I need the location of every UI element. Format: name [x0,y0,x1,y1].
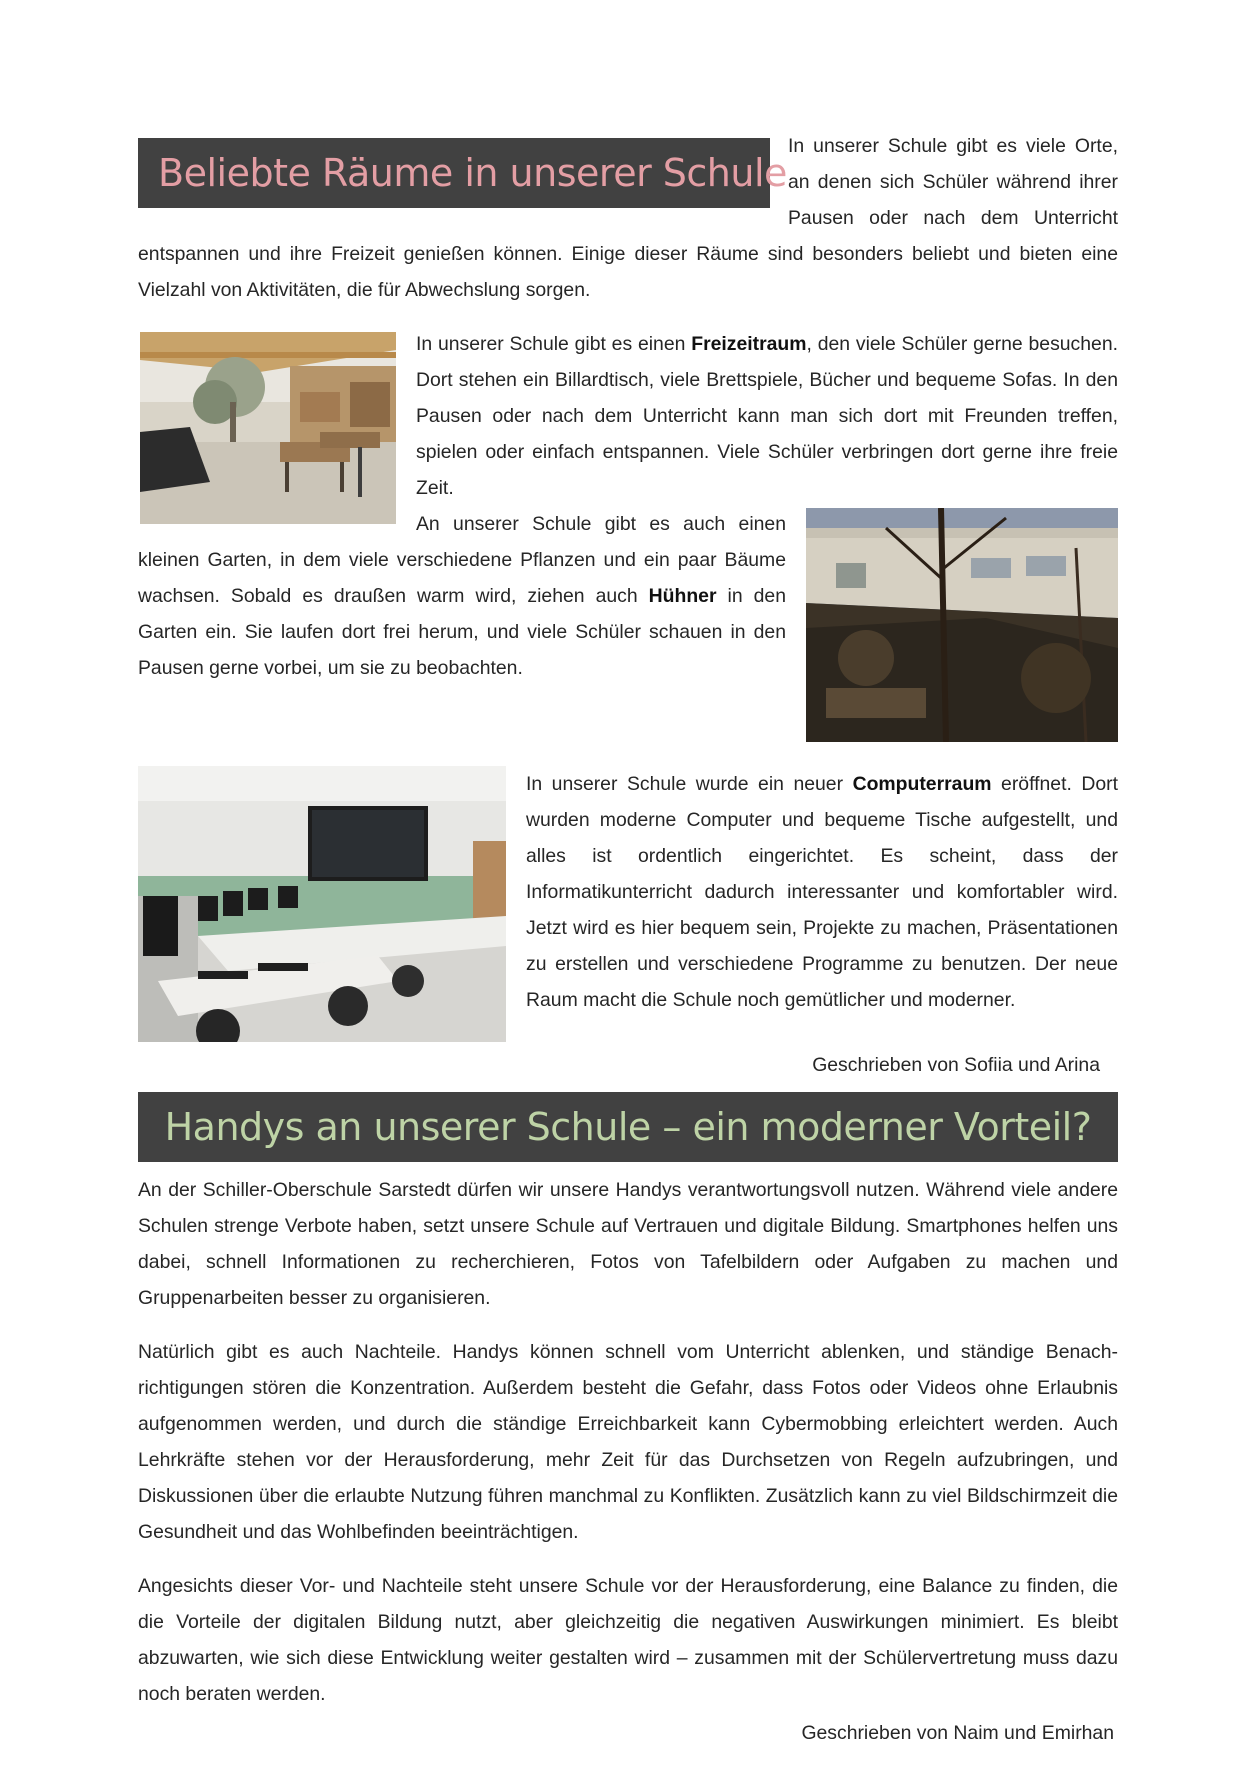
article1-title: Beliebte Räume in unserer Schule [158,151,787,195]
article2-title-banner [138,1092,1118,1162]
article1-byline: Geschrieben von Sofiia und Arina [812,1054,1100,1076]
garden-photo [806,508,1118,742]
page-content [138,128,1118,1748]
leisure-room-photo [140,332,396,524]
article2-paragraph-1: An der Schiller-Oberschule Sarstedt dürfen wir unsere Handys verantwortungsvoll nutzen. Während viele andere Schulen strenge Verbote haben, setzt unsere Schule auf Vertrauen und digitale Bildung. Smartphones helfen uns dabei, schnell Informationen zu recherchieren, Fotos von Tafelbildern oder Aufgaben zu machen und Gruppenarbeiten besser zu organisieren. [138,1179,1118,1309]
keyword-computerraum: Computerraum [852,773,992,795]
computer-room-photo [138,766,506,1042]
article1-intro: In unserer Schule gibt es viele Orte, an denen sich Schüler während ihrer Pausen oder nach dem Unterricht entspannen und ihre Freizeit genießen können. Einige dieser Räume sind besonders beliebt und bieten eine Vielzahl von Aktivitäten, die für Abwechslung sorgen. [138,135,1118,301]
article2-byline: Geschrieben von Naim und Emirhan [801,1722,1114,1744]
article2-paragraph-2: Natürlich gibt es auch Nachteile. Handys können schnell vom Unterricht ablenken, und ständige Benachrichtigungen stören die Konzentration. Außerdem besteht die Gefahr, dass Fotos oder Videos ohne Erlaubnis aufgenommen werden, und durch die ständige Erreichbarkeit kann Cybermobbing erleichtert werden. Auch Lehrkräfte stehen vor der Herausforderung, mehr Zeit für das Durchsetzen von Regeln aufzubringen, und Diskussionen über die erlaubte Nutzung führen manchmal zu Konflikten. Zusätzlich kann zu viel Bildschirmzeit die Gesundheit und das Wohlbefinden beeinträchtigen. [138,1341,1118,1543]
keyword-freizeitraum: Freizeitraum [691,333,807,355]
article1-paragraph-leisure-room: In unserer Schule gibt es einen Freizeitraum, den viele Schüler gerne besuchen. Dort stehen ein Billardtisch, viele Brettspiele, Bücher und bequeme Sofas. In den Pausen oder nach dem Unterricht kann man sich dort mit Freunden treffen, spielen oder einfach entspannen. Viele Schüler verbringen dort gerne ihre freie Zeit. [416,333,1118,499]
article1-title-banner [138,138,787,208]
article1-paragraph-garden: An unserer Schule gibt es auch einen kleinen Garten, in dem viele verschiedene Pflanzen und ein paar Bäume wachsen. Sobald es draußen warm wird, ziehen auch Hühner in den Garten ein. Sie laufen dort frei herum, und viele Schüler schauen in den Pausen gerne vorbei, um sie zu beobachten. [138,513,786,679]
keyword-huehner: Hühner [648,585,717,607]
article1-paragraph-computer-room: In unserer Schule wurde ein neuer Computerraum eröffnet. Dort wurden moderne Computer und bequeme Tische aufgestellt, und alles ist ordentlich eingerichtet. Es scheint, dass der Informatikunterricht dadurch interessanter und komfortabler wird. Jetzt wird es hier bequem sein, Projekte zu machen, Präsentationen zu erstellen und verschiedene Programme zu benutzen. Der neue Raum macht die Schule noch gemütlicher und moderner. [526,773,1118,1011]
article2-title: Handys an unserer Schule – ein moderner Vorteil? [164,1105,1092,1149]
article2-paragraph-3: Angesichts dieser Vor- und Nachteile steht unsere Schule vor der Herausforderung, eine Balance zu finden, die die Vorteile der digitalen Bildung nutzt, aber gleichzeitig die negativen Auswirkungen minimiert. Es bleibt abzuwarten, wie sich diese Entwicklung weiter gestalten wird – zusammen mit der Schülervertretung muss dazu noch beraten werden. [138,1575,1118,1705]
